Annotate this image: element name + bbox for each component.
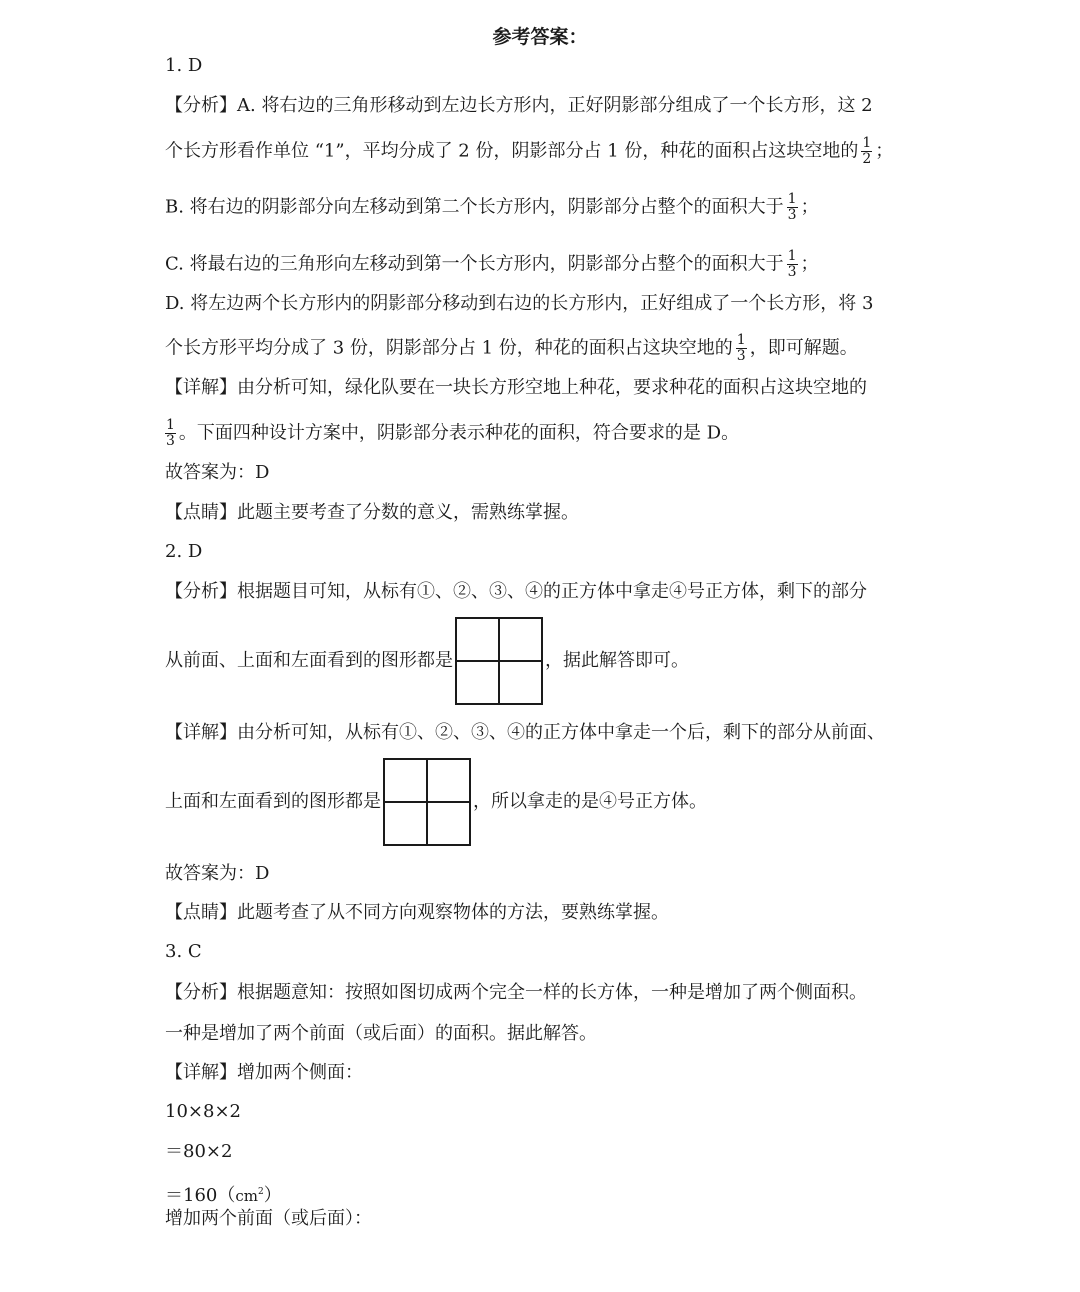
q1-answer-head: 1. D <box>165 55 203 76</box>
q1-option-d: D. 将左边两个长方形内的阴影部分移动到右边的长方形内，正好组成了一个长方形，将 3 <box>165 293 874 314</box>
q2-tip: 【点睛】此题考查了从不同方向观察物体的方法，要熟练掌握。 <box>165 902 669 923</box>
fraction <box>861 136 872 167</box>
fraction-numerator: 1 <box>736 332 746 348</box>
q1-detail-line: 【详解】由分析可知，绿化队要在一块长方形空地上种花，要求种花的面积占这块空地的 <box>165 377 867 398</box>
q3-detail-line: 【详解】增加两个侧面： <box>165 1062 363 1083</box>
q2-detail-line <box>165 757 707 847</box>
fraction <box>165 418 176 449</box>
text-span: ，所以拿走的是④号正方体。 <box>473 791 707 812</box>
unit-label: cm <box>235 1187 258 1205</box>
fraction-denominator: 3 <box>787 207 797 223</box>
four-square-grid-figure <box>455 617 543 705</box>
q3-calc-step <box>165 1180 282 1208</box>
text-span: 。下面四种设计方案中，阴影部分表示种花的面积，符合要求的是 D。 <box>178 422 740 444</box>
text-span: C. 将最右边的三角形向左移动到第一个长方形内，阴影部分占整个的面积大于 <box>165 253 784 275</box>
q3-calc-step: 10×8×2 <box>165 1101 241 1122</box>
text-span: ，据此解答即可。 <box>545 650 689 671</box>
fraction-numerator: 1 <box>166 417 175 433</box>
four-square-grid-figure <box>383 758 471 846</box>
fraction-denominator: 3 <box>736 348 746 364</box>
text-span: ； <box>800 196 819 218</box>
q2-final-answer: 故答案为：D <box>165 863 270 884</box>
text-span: ） <box>263 1185 282 1206</box>
text-span: ＝160（ <box>165 1185 236 1206</box>
q1-tip: 【点睛】此题主要考查了分数的意义，需熟练掌握。 <box>165 502 579 523</box>
fraction-denominator: 3 <box>787 264 797 280</box>
unit-superscript: 2 <box>257 1187 264 1197</box>
q2-analysis-line: 【分析】根据题目可知，从标有①、②、③、④的正方体中拿走④号正方体，剩下的部分 <box>165 581 867 602</box>
fraction-numerator: 1 <box>787 191 797 207</box>
fraction <box>787 249 798 280</box>
text-span: ； <box>800 253 819 275</box>
q2-answer-head: 2. D <box>165 541 203 562</box>
q1-final-answer: 故答案为：D <box>165 462 270 483</box>
q3-calc-step: ＝80×2 <box>165 1141 233 1162</box>
q1-analysis-line <box>165 136 893 167</box>
fraction-numerator: 1 <box>862 135 872 151</box>
fraction-denominator: 2 <box>862 151 872 167</box>
q1-detail-line <box>162 418 739 449</box>
fraction <box>787 192 798 223</box>
q2-analysis-line <box>165 616 689 706</box>
text-span: 个长方形看作单位 “1”，平均分成了 2 份，阴影部分占 1 份，种花的面积占这块空地的 <box>165 140 859 162</box>
q1-analysis-line: 【分析】A. 将右边的三角形移动到左边长方形内，正好阴影部分组成了一个长方形，这 2 <box>165 95 873 116</box>
text-span: ，即可解题。 <box>749 337 858 359</box>
q3-answer-head: 3. C <box>165 941 202 962</box>
text-span: B. 将右边的阴影部分向左移动到第二个长方形内，阴影部分占整个的面积大于 <box>165 196 784 218</box>
text-span: ； <box>875 140 894 162</box>
q3-analysis-line: 【分析】根据题意知：按照如图切成两个完全一样的长方体，一种是增加了两个侧面积。 <box>165 982 867 1003</box>
page-title: 参考答案： <box>492 26 588 48</box>
q1-option-b <box>165 192 819 223</box>
fraction-denominator: 3 <box>166 433 175 449</box>
q1-option-c <box>165 249 819 280</box>
text-span: 从前面、上面和左面看到的图形都是 <box>165 650 453 671</box>
text-span: 上面和左面看到的图形都是 <box>165 791 381 812</box>
text-span: 个长方形平均分成了 3 份，阴影部分占 1 份，种花的面积占这块空地的 <box>165 337 733 359</box>
q3-detail-line: 增加两个前面（或后面）： <box>165 1208 372 1229</box>
q1-option-d-cont <box>165 333 858 364</box>
fraction-numerator: 1 <box>787 248 797 264</box>
fraction <box>736 333 747 364</box>
q2-detail-line: 【详解】由分析可知，从标有①、②、③、④的正方体中拿走一个后，剩下的部分从前面、 <box>165 722 885 743</box>
q3-analysis-line: 一种是增加了两个前面（或后面）的面积。据此解答。 <box>165 1023 597 1044</box>
